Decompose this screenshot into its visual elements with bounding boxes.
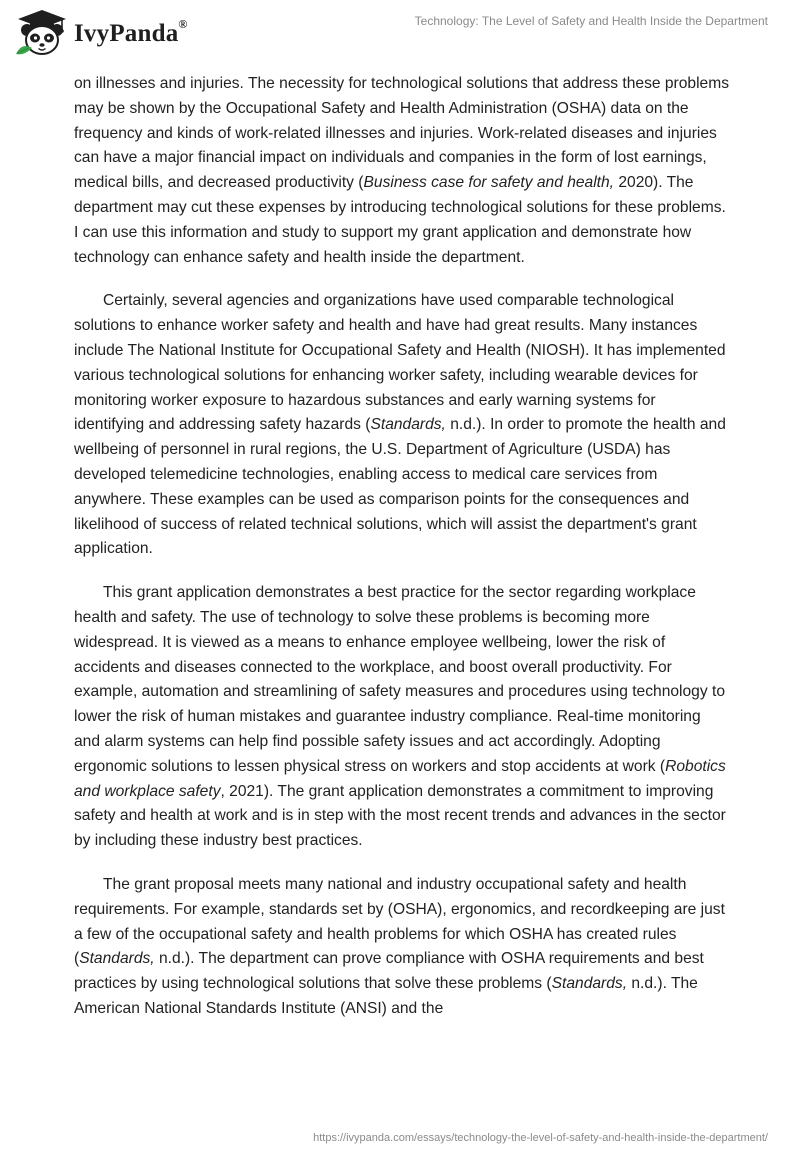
citation-title: Standards, xyxy=(79,950,155,968)
registered-mark: ® xyxy=(178,16,188,31)
paragraph-text: The grant proposal meets many national and industry occupational safety and health requirements. For example, standards set by (OSHA), ergonomics, and recordkeeping are just a few of the occupational safety and health problems for which OSHA has created rules ( xyxy=(74,875,725,968)
paragraph-text: n.d.). The American National Standards Institute (ANSI) and the xyxy=(74,975,698,1017)
document-title: Technology: The Level of Safety and Health Inside the Department xyxy=(414,14,768,28)
essay-body xyxy=(74,72,730,1041)
citation-title: Standards, xyxy=(370,416,446,434)
ivypanda-logo[interactable] xyxy=(14,8,188,58)
paragraph-text: This grant application demonstrates a best practice for the sector regarding workplace health and safety. The use of technology to solve these problems is becoming more widespread. It is viewed as a means to enhance employee wellbeing, lower the risk of accidents and diseases connected to the workplace, and boost overall productivity. For example, automation and streamlining of safety measures and procedures using technology to lower the risk of human mistakes and guarantee industry compliance. Real-time monitoring and alarm systems can help find possible safety issues and act accordingly. Adopting ergonomic solutions to lessen physical stress on workers and stop accidents at work ( xyxy=(74,584,725,775)
citation-title: Robotics and workplace safety xyxy=(74,757,726,800)
paragraph-text: Certainly, several agencies and organizations have used comparable technological solutions to enhance worker safety and health and have had great results. Many instances include The National Institute for Occupational Safety and Health (NIOSH). It has implemented various technological solutions for enhancing worker safety, including wearable devices for monitoring worker exposure to hazardous substances and early warning systems for identifying and addressing safety hazards ( xyxy=(74,292,726,434)
citation-title: Standards, xyxy=(551,975,628,993)
paragraph-text: on illnesses and injuries. The necessity for technological solutions that address these problems may be shown by the Occupational Safety and Health Administration (OSHA) data on the frequency and kinds of work-related illnesses and injuries. Work-related diseases and injuries can have a major financial impact on individuals and companies in the form of lost earnings, medical bills, and decreased productivity ( xyxy=(74,75,730,192)
paragraph xyxy=(74,72,730,270)
paragraph-text: 2020). The department may cut these expenses by introducing technological solutions for these problems. I can use this information and study to support my grant application and demonstrate how technology can enhance safety and health inside the department. xyxy=(74,174,726,266)
paragraph xyxy=(74,581,730,854)
citation-title: Business case for safety and health, xyxy=(363,174,615,192)
page-header xyxy=(0,0,800,70)
paragraph-text: , 2021). The grant application demonstrates a commitment to improving safety and health at work and is in step with the most recent trends and advances in the sector by including these industry best practices. xyxy=(74,782,726,850)
paragraph xyxy=(74,289,730,562)
panda-graduate-icon xyxy=(14,8,70,58)
brand-name: IvyPanda® xyxy=(74,16,188,47)
paragraph xyxy=(74,873,730,1022)
paragraph-text: n.d.). The department can prove compliance with OSHA requirements and best practices by using technological solutions that solve these problems ( xyxy=(74,950,704,993)
source-url[interactable]: https://ivypanda.com/essays/technology-the-level-of-safety-and-health-inside-the-department/ xyxy=(313,1132,768,1144)
paragraph-text: n.d.). In order to promote the health and wellbeing of personnel in rural regions, the U.S. Department of Agriculture (USDA) has developed telemedicine technologies, enabling access to medical care services from anywhere. These examples can be used as comparison points for the consequences and likelihood of success of related technical solutions, which will assist the department's grant application. xyxy=(74,416,726,558)
